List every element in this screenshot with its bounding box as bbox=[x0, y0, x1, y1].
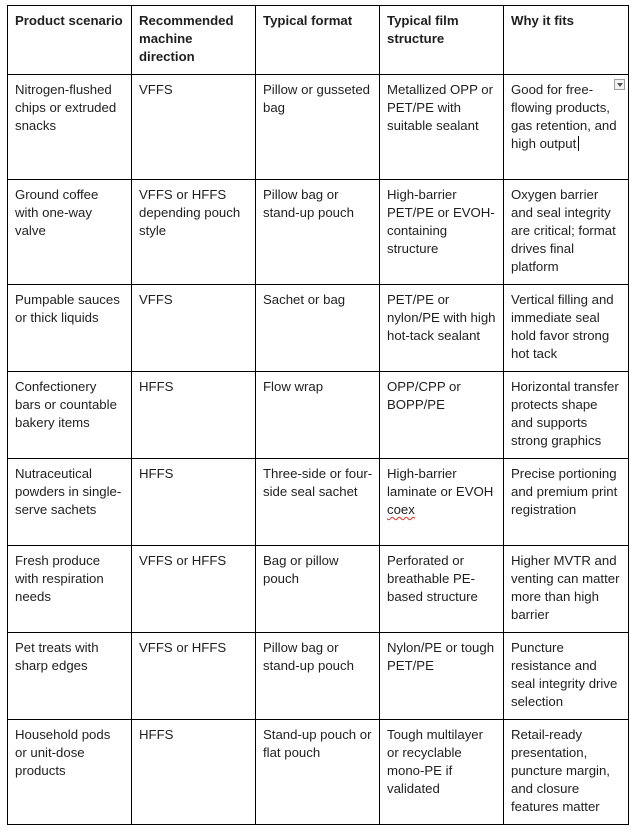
table-row bbox=[8, 285, 629, 372]
cell-scenario[interactable]: Nitrogen-flushed chips or extruded snacks bbox=[8, 75, 132, 180]
cell-direction[interactable]: HFFS bbox=[132, 720, 256, 825]
cell-format[interactable]: Pillow or gusseted bag bbox=[256, 75, 380, 180]
cell-direction[interactable]: VFFS or HFFS depending pouch style bbox=[132, 180, 256, 285]
cell-film[interactable]: Tough multilayer or recyclable mono-PE if validated bbox=[380, 720, 504, 825]
table-row bbox=[8, 75, 629, 180]
table-row bbox=[8, 720, 629, 825]
cell-scenario[interactable]: Confectionery bars or countable bakery items bbox=[8, 372, 132, 459]
table-row bbox=[8, 459, 629, 546]
cell-scenario[interactable]: Pumpable sauces or thick liquids bbox=[8, 285, 132, 372]
header-machine-direction[interactable]: Recommended machine direction bbox=[132, 6, 256, 75]
cell-direction[interactable]: VFFS bbox=[132, 75, 256, 180]
table-row bbox=[8, 633, 629, 720]
spellcheck-flagged-word[interactable]: coex bbox=[387, 502, 415, 517]
cell-direction[interactable]: VFFS bbox=[132, 285, 256, 372]
header-film-structure[interactable]: Typical film structure bbox=[380, 6, 504, 75]
cell-scenario[interactable]: Fresh produce with respiration needs bbox=[8, 546, 132, 633]
cell-scenario[interactable]: Household pods or unit-dose products bbox=[8, 720, 132, 825]
table-header-row bbox=[8, 6, 629, 75]
cell-direction[interactable]: VFFS or HFFS bbox=[132, 633, 256, 720]
cell-why[interactable]: Retail-ready presentation, puncture margin, and closure features matter bbox=[504, 720, 629, 825]
text-cursor bbox=[578, 136, 579, 151]
cell-why[interactable]: Oxygen barrier and seal integrity are critical; format drives final platform bbox=[504, 180, 629, 285]
cell-film[interactable]: Metallized OPP or PET/PE with suitable sealant bbox=[380, 75, 504, 180]
cell-film[interactable] bbox=[380, 459, 504, 546]
cell-direction[interactable]: VFFS or HFFS bbox=[132, 546, 256, 633]
cell-format[interactable]: Stand-up pouch or flat pouch bbox=[256, 720, 380, 825]
cell-format[interactable]: Pillow bag or stand-up pouch bbox=[256, 180, 380, 285]
table-row bbox=[8, 546, 629, 633]
cell-direction[interactable]: HFFS bbox=[132, 459, 256, 546]
header-why-it-fits[interactable]: Why it fits bbox=[504, 6, 629, 75]
cell-format[interactable]: Flow wrap bbox=[256, 372, 380, 459]
cell-why[interactable]: Precise portioning and premium print registration bbox=[504, 459, 629, 546]
cell-format[interactable]: Sachet or bag bbox=[256, 285, 380, 372]
cell-direction[interactable]: HFFS bbox=[132, 372, 256, 459]
cell-scenario[interactable]: Ground coffee with one-way valve bbox=[8, 180, 132, 285]
header-typical-format[interactable]: Typical format bbox=[256, 6, 380, 75]
cell-film[interactable]: Perforated or breathable PE-based structure bbox=[380, 546, 504, 633]
table-row bbox=[8, 372, 629, 459]
cell-scenario[interactable]: Pet treats with sharp edges bbox=[8, 633, 132, 720]
cell-film[interactable]: Nylon/PE or tough PET/PE bbox=[380, 633, 504, 720]
packaging-comparison-table bbox=[7, 5, 629, 825]
cell-why[interactable]: Vertical filling and immediate seal hold favor strong hot tack bbox=[504, 285, 629, 372]
cell-menu-dropdown-icon[interactable] bbox=[614, 79, 625, 90]
cell-format[interactable]: Three-side or four-side seal sachet bbox=[256, 459, 380, 546]
cell-why[interactable]: Higher MVTR and venting can matter more than high barrier bbox=[504, 546, 629, 633]
cell-scenario[interactable]: Nutraceutical powders in single-serve sachets bbox=[8, 459, 132, 546]
cell-film[interactable]: High-barrier PET/PE or EVOH-containing structure bbox=[380, 180, 504, 285]
cell-why[interactable]: Puncture resistance and seal integrity drive selection bbox=[504, 633, 629, 720]
cell-film[interactable]: OPP/CPP or BOPP/PE bbox=[380, 372, 504, 459]
cell-film[interactable]: PET/PE or nylon/PE with high hot-tack sealant bbox=[380, 285, 504, 372]
table-row bbox=[8, 180, 629, 285]
cell-format[interactable]: Bag or pillow pouch bbox=[256, 546, 380, 633]
cell-why-active[interactable] bbox=[504, 75, 629, 180]
cell-why[interactable]: Horizontal transfer protects shape and supports strong graphics bbox=[504, 372, 629, 459]
header-product-scenario[interactable]: Product scenario bbox=[8, 6, 132, 75]
cell-format[interactable]: Pillow bag or stand-up pouch bbox=[256, 633, 380, 720]
film-text: High-barrier laminate or EVOH bbox=[387, 466, 494, 499]
cell-why-text: Good for free-flowing products, gas retention, and high output bbox=[511, 82, 617, 151]
